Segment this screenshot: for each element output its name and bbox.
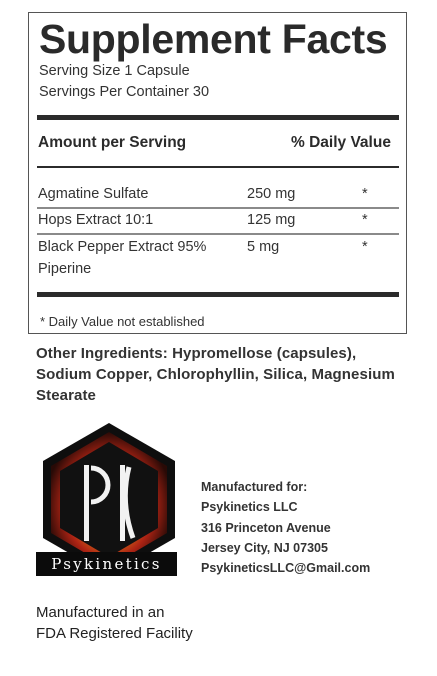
amount-per-serving-header: Amount per Serving — [38, 134, 187, 151]
nutrient-name: Hops Extract 10:1 — [38, 212, 154, 228]
supplement-facts-panel — [28, 12, 407, 334]
servings-per-container: Servings Per Container 30 — [39, 84, 210, 100]
ingredients-line: Stearate — [36, 387, 97, 404]
other-ingredients — [36, 343, 416, 406]
daily-value-footnote: * Daily Value not established — [40, 314, 205, 329]
nutrient-amount: 250 mg — [247, 186, 296, 202]
manufacturer-email: PsykineticsLLC@Gmail.com — [201, 561, 371, 576]
facility-note — [36, 602, 193, 644]
manufacturer-street: 316 Princeton Avenue — [201, 520, 331, 535]
row-divider — [37, 233, 399, 235]
manufacturer-info — [201, 477, 370, 578]
daily-value-header: % Daily Value — [291, 134, 391, 151]
facility-line: FDA Registered Facility — [36, 625, 193, 642]
panel-title: Supplement Facts — [39, 16, 388, 62]
nutrient-name-continued: Piperine — [38, 261, 92, 277]
nutrient-daily-value: * — [362, 186, 368, 202]
thick-divider-bottom — [37, 292, 399, 297]
psykinetics-hexagon-logo-icon — [34, 420, 184, 580]
thick-divider — [37, 115, 399, 120]
nutrient-daily-value: * — [362, 239, 368, 255]
nutrient-amount: 125 mg — [247, 212, 296, 228]
nutrient-amount: 5 mg — [247, 239, 280, 255]
nutrient-daily-value: * — [362, 212, 368, 228]
serving-size: Serving Size 1 Capsule — [39, 63, 190, 79]
facility-line: Manufactured in an — [36, 604, 165, 621]
nutrient-name: Agmatine Sulfate — [38, 186, 149, 202]
manufacturer-company: Psykinetics LLC — [201, 500, 298, 515]
manufacturer-label: Manufactured for: — [201, 480, 308, 494]
brand-wordmark: Psykinetics — [51, 555, 162, 573]
manufacturer-city: Jersey City, NJ 07305 — [201, 540, 328, 555]
nutrient-name: Black Pepper Extract 95% — [38, 239, 207, 255]
header-divider — [37, 166, 399, 168]
psykinetics-logo — [34, 420, 184, 580]
ingredients-line: Other Ingredients: Hypromellose (capsules), — [36, 345, 357, 362]
ingredients-line: Sodium Copper, Chlorophyllin, Silica, Magnesium — [36, 366, 395, 383]
